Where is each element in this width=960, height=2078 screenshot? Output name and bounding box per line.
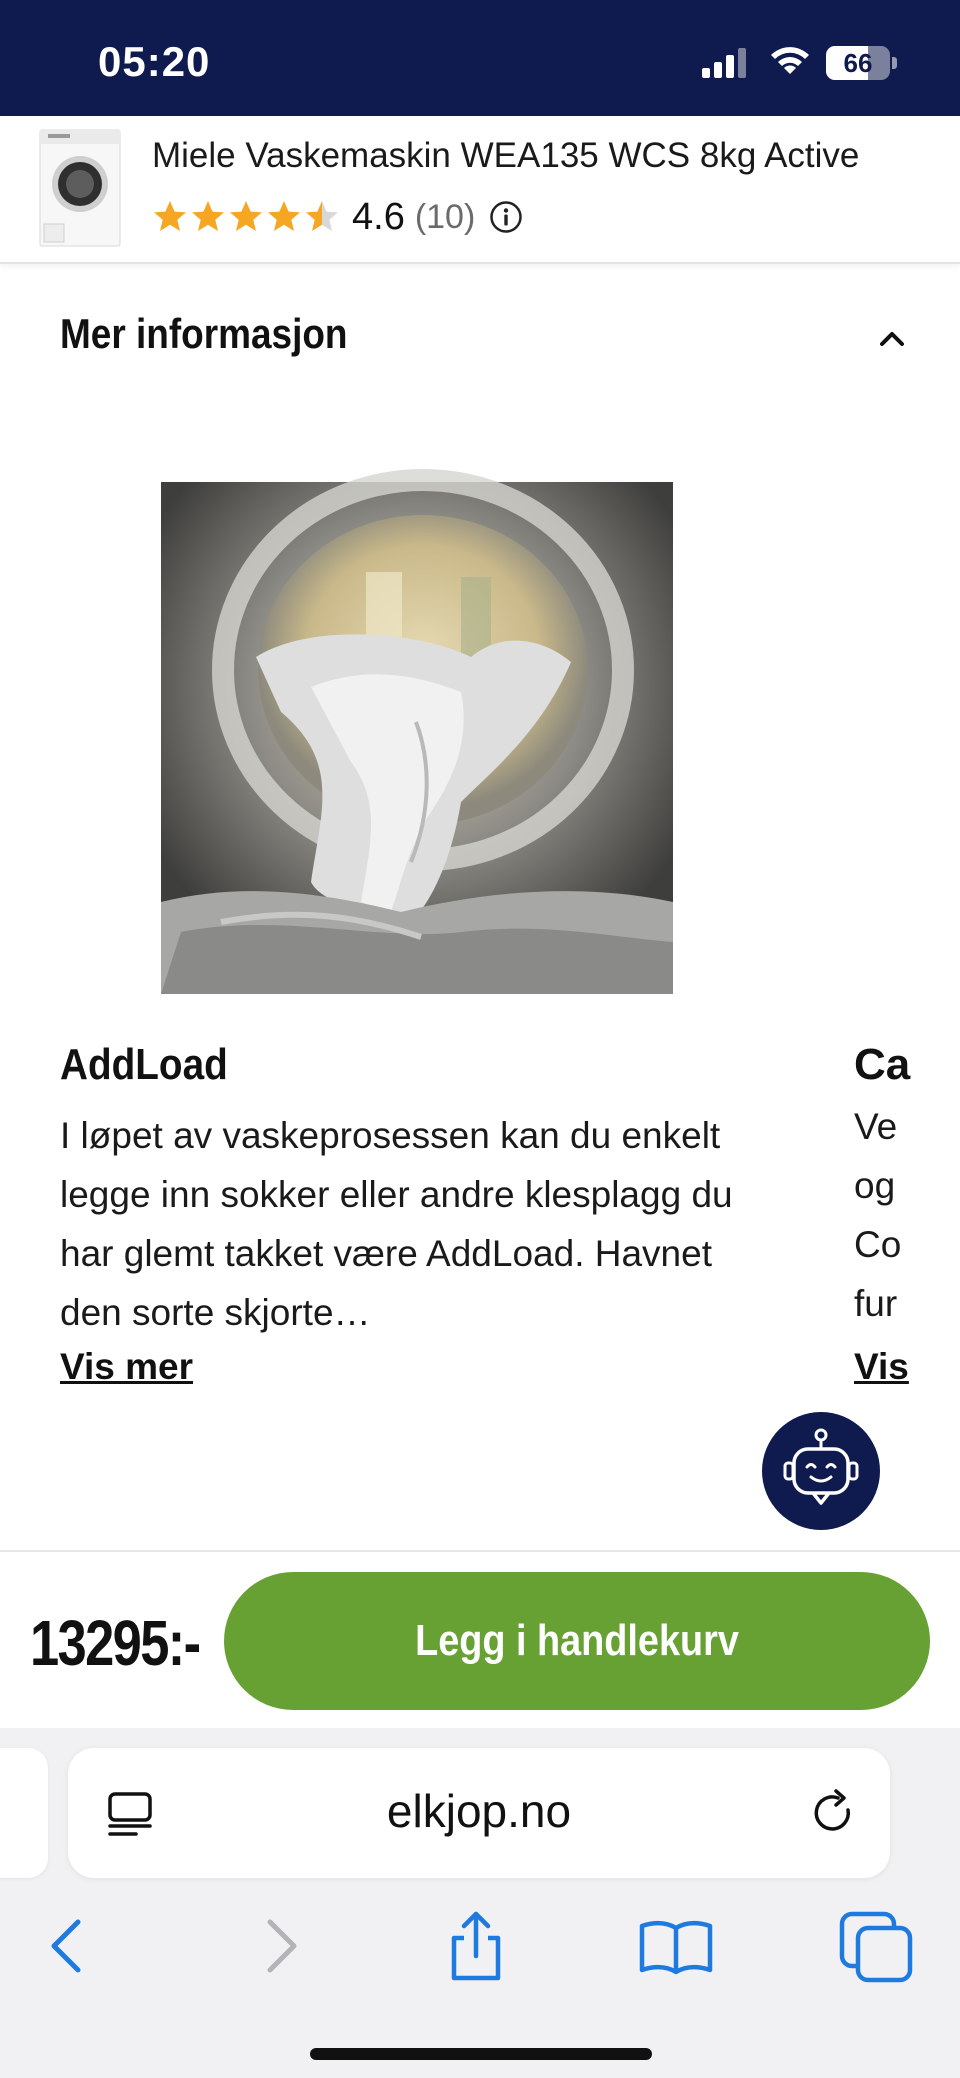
product-thumbnail bbox=[38, 128, 122, 248]
back-chevron-icon bbox=[30, 1906, 110, 1986]
share-icon bbox=[436, 1906, 516, 1986]
tabs-button[interactable] bbox=[836, 1906, 916, 1986]
info-icon[interactable] bbox=[489, 200, 523, 234]
next-feature-title: Ca bbox=[854, 1040, 911, 1089]
more-info-section-header[interactable] bbox=[60, 306, 910, 366]
next-feature-line: Ve bbox=[854, 1106, 898, 1147]
robot-icon bbox=[781, 1429, 861, 1513]
next-feature-line: og bbox=[854, 1165, 896, 1206]
buy-bar bbox=[0, 1550, 960, 1726]
share-button[interactable] bbox=[436, 1906, 516, 1986]
next-feature-line: fur bbox=[854, 1283, 898, 1324]
star-full-icon bbox=[190, 199, 226, 235]
price: 13295:- bbox=[30, 1607, 200, 1679]
show-more-link[interactable]: Vis mer bbox=[60, 1346, 194, 1387]
browser-toolbar bbox=[0, 1896, 960, 1996]
rating-value: 4.6 bbox=[352, 195, 405, 238]
rating-count: (10) bbox=[414, 197, 476, 236]
rating-row[interactable] bbox=[152, 194, 523, 240]
chevron-up-icon[interactable] bbox=[874, 320, 910, 356]
rating-stars bbox=[152, 199, 340, 235]
wifi-icon bbox=[768, 44, 812, 78]
status-bar bbox=[0, 0, 960, 116]
chatbot-button[interactable] bbox=[762, 1412, 880, 1530]
star-full-icon bbox=[266, 199, 302, 235]
reload-icon[interactable] bbox=[808, 1788, 860, 1840]
addload-feature-image bbox=[161, 482, 673, 994]
add-to-cart-label: Legg i handlekurv bbox=[415, 1616, 739, 1665]
home-indicator bbox=[310, 2048, 652, 2060]
battery-indicator bbox=[826, 46, 898, 80]
star-full-icon bbox=[152, 199, 188, 235]
address-bar[interactable] bbox=[68, 1748, 890, 1878]
browser-chrome bbox=[0, 1728, 960, 2078]
battery-percent: 66 bbox=[843, 48, 873, 78]
add-to-cart-button[interactable] bbox=[224, 1572, 930, 1710]
bookmarks-button[interactable] bbox=[636, 1906, 716, 1986]
cellular-signal-icon bbox=[702, 48, 750, 78]
next-feature-line: Co bbox=[854, 1224, 902, 1265]
book-icon bbox=[636, 1906, 716, 1986]
tabs-icon bbox=[836, 1906, 916, 1986]
previous-tab[interactable] bbox=[0, 1748, 48, 1878]
section-title: Mer informasjon bbox=[60, 310, 348, 357]
next-feature-show-more-link[interactable]: Vis bbox=[854, 1346, 909, 1387]
product-title: Miele Vaskemaskin WEA135 WCS 8kg Active bbox=[152, 136, 860, 175]
feature-title: AddLoad bbox=[60, 1040, 228, 1089]
star-half-icon bbox=[304, 199, 340, 235]
product-header[interactable] bbox=[0, 116, 960, 264]
feature-description: I løpet av vaskeprosessen kan du enkelt legge inn sokker eller andre klesplagg du har glemt takket være AddLoad. Havnet den sorte skjorte… bbox=[60, 1115, 733, 1333]
next-feature-card[interactable] bbox=[854, 1040, 911, 1400]
forward-chevron-icon bbox=[238, 1906, 318, 1986]
url-text: elkjop.no bbox=[386, 1785, 572, 1837]
forward-button[interactable] bbox=[238, 1906, 318, 1986]
status-time: 05:20 bbox=[98, 38, 211, 85]
back-button[interactable] bbox=[30, 1906, 110, 1986]
star-full-icon bbox=[228, 199, 264, 235]
